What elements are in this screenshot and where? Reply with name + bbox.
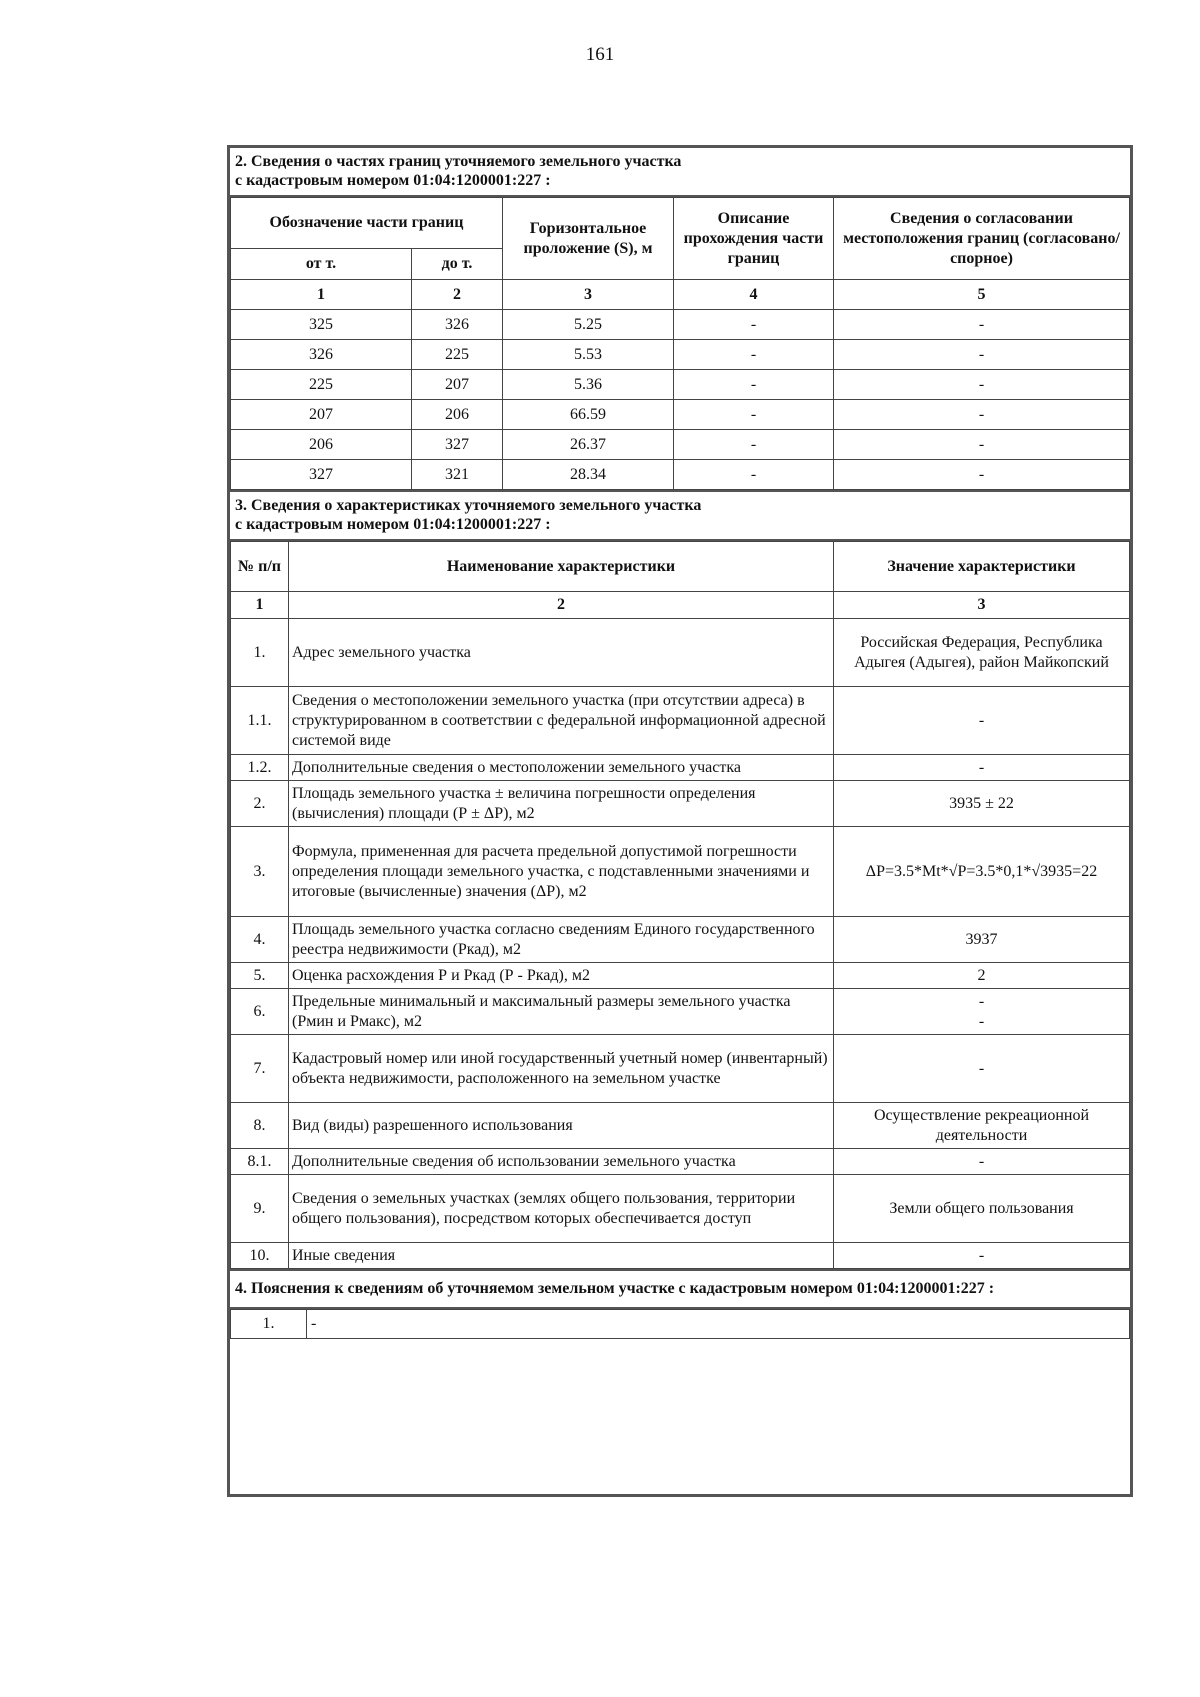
section4-title: 4. Пояснения к сведениям об уточняемом земельном участке с кадастровым номером 01:04:1200001:227 : <box>230 1269 1130 1309</box>
point-to: 326 <box>412 310 503 340</box>
section3-title-line2: с кадастровым номером 01:04:1200001:227 : <box>235 516 551 533</box>
agreement-status: - <box>834 460 1130 490</box>
point-from: 225 <box>231 370 412 400</box>
section2-title <box>230 148 1130 197</box>
part-description: - <box>674 400 834 430</box>
table-row <box>231 827 1130 917</box>
row-number: 4. <box>231 917 289 963</box>
characteristic-value: - - <box>834 989 1130 1035</box>
section2-title-line1: 2. Сведения о частях границ уточняемого земельного участка <box>235 153 682 170</box>
table-row <box>231 1035 1130 1103</box>
characteristics-table <box>230 541 1130 1269</box>
row-number: 8. <box>231 1103 289 1149</box>
table-row <box>231 310 1130 340</box>
table-row <box>231 340 1130 370</box>
page-number: 161 <box>585 44 615 65</box>
characteristic-value: Российская Федерация, Республика Адыгея (Адыгея), район Майкопский <box>834 619 1130 687</box>
note-number: 1. <box>231 1310 307 1339</box>
agreement-status: - <box>834 430 1130 460</box>
row-number: 1. <box>231 619 289 687</box>
empty-notes-area <box>230 1339 1130 1472</box>
col-number: 4 <box>674 280 834 310</box>
characteristic-value: - <box>834 755 1130 781</box>
boundary-parts-table <box>230 197 1130 490</box>
characteristic-value: - <box>834 1035 1130 1103</box>
header-value: Значение характеристики <box>834 542 1130 592</box>
characteristic-name: Оценка расхождения Р и Ркад (Р - Ркад), м2 <box>289 963 834 989</box>
characteristic-value: - <box>834 1149 1130 1175</box>
row-number: 1.2. <box>231 755 289 781</box>
point-to: 321 <box>412 460 503 490</box>
agreement-status: - <box>834 370 1130 400</box>
table-row <box>231 460 1130 490</box>
table-row <box>231 963 1130 989</box>
table-row <box>231 430 1130 460</box>
characteristic-name: Формула, примененная для расчета предельной допустимой погрешности определения площади земельного участка, с подставленными значениями и итоговые (вычисленные) значения (ΔР), м2 <box>289 827 834 917</box>
header-name: Наименование характеристики <box>289 542 834 592</box>
table-row <box>231 1310 1130 1339</box>
point-to: 327 <box>412 430 503 460</box>
row-number: 7. <box>231 1035 289 1103</box>
header-designation: Обозначение части границ <box>231 198 503 249</box>
point-from: 207 <box>231 400 412 430</box>
table-row <box>231 619 1130 687</box>
row-number: 6. <box>231 989 289 1035</box>
header-description: Описание прохождения части границ <box>674 198 834 280</box>
col-number: 2 <box>289 592 834 619</box>
characteristic-value: 3937 <box>834 917 1130 963</box>
table-row <box>231 755 1130 781</box>
characteristic-name: Кадастровый номер или иной государственный учетный номер (инвентарный) объекта недвижимости, расположенного на земельном участке <box>289 1035 834 1103</box>
table-row <box>231 1175 1130 1243</box>
row-number: 10. <box>231 1243 289 1269</box>
horizontal-distance: 26.37 <box>503 430 674 460</box>
part-description: - <box>674 370 834 400</box>
header-from: от т. <box>231 249 412 280</box>
horizontal-distance: 5.53 <box>503 340 674 370</box>
characteristic-value: - <box>834 1243 1130 1269</box>
horizontal-distance: 28.34 <box>503 460 674 490</box>
header-horizontal: Горизонтальное проложение (S), м <box>503 198 674 280</box>
header-to: до т. <box>412 249 503 280</box>
point-from: 206 <box>231 430 412 460</box>
col-number: 3 <box>834 592 1130 619</box>
characteristic-name: Дополнительные сведения о местоположении земельного участка <box>289 755 834 781</box>
horizontal-distance: 5.36 <box>503 370 674 400</box>
col-number: 3 <box>503 280 674 310</box>
table-row <box>231 781 1130 827</box>
row-number: 8.1. <box>231 1149 289 1175</box>
cadastral-form <box>227 145 1133 1497</box>
characteristic-name: Площадь земельного участка ± величина погрешности определения (вычисления) площади (Р ± ΔР), м2 <box>289 781 834 827</box>
agreement-status: - <box>834 310 1130 340</box>
characteristic-value: 3935 ± 22 <box>834 781 1130 827</box>
characteristic-value: Осуществление рекреационной деятельности <box>834 1103 1130 1149</box>
section3-title <box>230 490 1130 541</box>
characteristic-value: 2 <box>834 963 1130 989</box>
agreement-status: - <box>834 400 1130 430</box>
col-number: 1 <box>231 592 289 619</box>
row-number: 2. <box>231 781 289 827</box>
characteristic-name: Адрес земельного участка <box>289 619 834 687</box>
point-to: 207 <box>412 370 503 400</box>
part-description: - <box>674 430 834 460</box>
characteristic-name: Сведения о местоположении земельного участка (при отсутствии адреса) в структурированном в соответствии с федеральной информационной адресной системой виде <box>289 687 834 755</box>
agreement-status: - <box>834 340 1130 370</box>
point-to: 225 <box>412 340 503 370</box>
characteristic-value: ΔР=3.5*Mt*√Р=3.5*0,1*√3935=22 <box>834 827 1130 917</box>
part-description: - <box>674 460 834 490</box>
row-number: 9. <box>231 1175 289 1243</box>
row-number: 5. <box>231 963 289 989</box>
notes-table <box>230 1309 1130 1339</box>
table-row <box>231 1243 1130 1269</box>
col-number: 1 <box>231 280 412 310</box>
header-num: № п/п <box>231 542 289 592</box>
characteristic-value: Земли общего пользования <box>834 1175 1130 1243</box>
characteristic-name: Сведения о земельных участках (землях общего пользования, территории общего пользования), посредством которых обеспечивается доступ <box>289 1175 834 1243</box>
part-description: - <box>674 310 834 340</box>
table-row <box>231 917 1130 963</box>
horizontal-distance: 66.59 <box>503 400 674 430</box>
header-agreement: Сведения о согласовании местоположения границ (согласовано/спорное) <box>834 198 1130 280</box>
row-number: 3. <box>231 827 289 917</box>
point-from: 326 <box>231 340 412 370</box>
table-row <box>231 687 1130 755</box>
col-number: 5 <box>834 280 1130 310</box>
point-to: 206 <box>412 400 503 430</box>
horizontal-distance: 5.25 <box>503 310 674 340</box>
col-number: 2 <box>412 280 503 310</box>
table-row <box>231 989 1130 1035</box>
part-description: - <box>674 340 834 370</box>
section2-title-line2: с кадастровым номером 01:04:1200001:227 : <box>235 172 551 189</box>
table-row <box>231 400 1130 430</box>
characteristic-name: Площадь земельного участка согласно сведениям Единого государственного реестра недвижимости (Ркад), м2 <box>289 917 834 963</box>
note-text: - <box>307 1310 1130 1339</box>
table-row <box>231 370 1130 400</box>
table-row <box>231 1149 1130 1175</box>
point-from: 325 <box>231 310 412 340</box>
characteristic-name: Вид (виды) разрешенного использования <box>289 1103 834 1149</box>
characteristic-name: Дополнительные сведения об использовании земельного участка <box>289 1149 834 1175</box>
row-number: 1.1. <box>231 687 289 755</box>
characteristic-name: Предельные минимальный и максимальный размеры земельного участка (Рмин и Рмакс), м2 <box>289 989 834 1035</box>
table-row <box>231 1103 1130 1149</box>
column-numbers-row <box>231 592 1130 619</box>
column-numbers-row <box>231 280 1130 310</box>
point-from: 327 <box>231 460 412 490</box>
characteristic-value: - <box>834 687 1130 755</box>
characteristic-name: Иные сведения <box>289 1243 834 1269</box>
section3-title-line1: 3. Сведения о характеристиках уточняемого земельного участка <box>235 497 702 514</box>
